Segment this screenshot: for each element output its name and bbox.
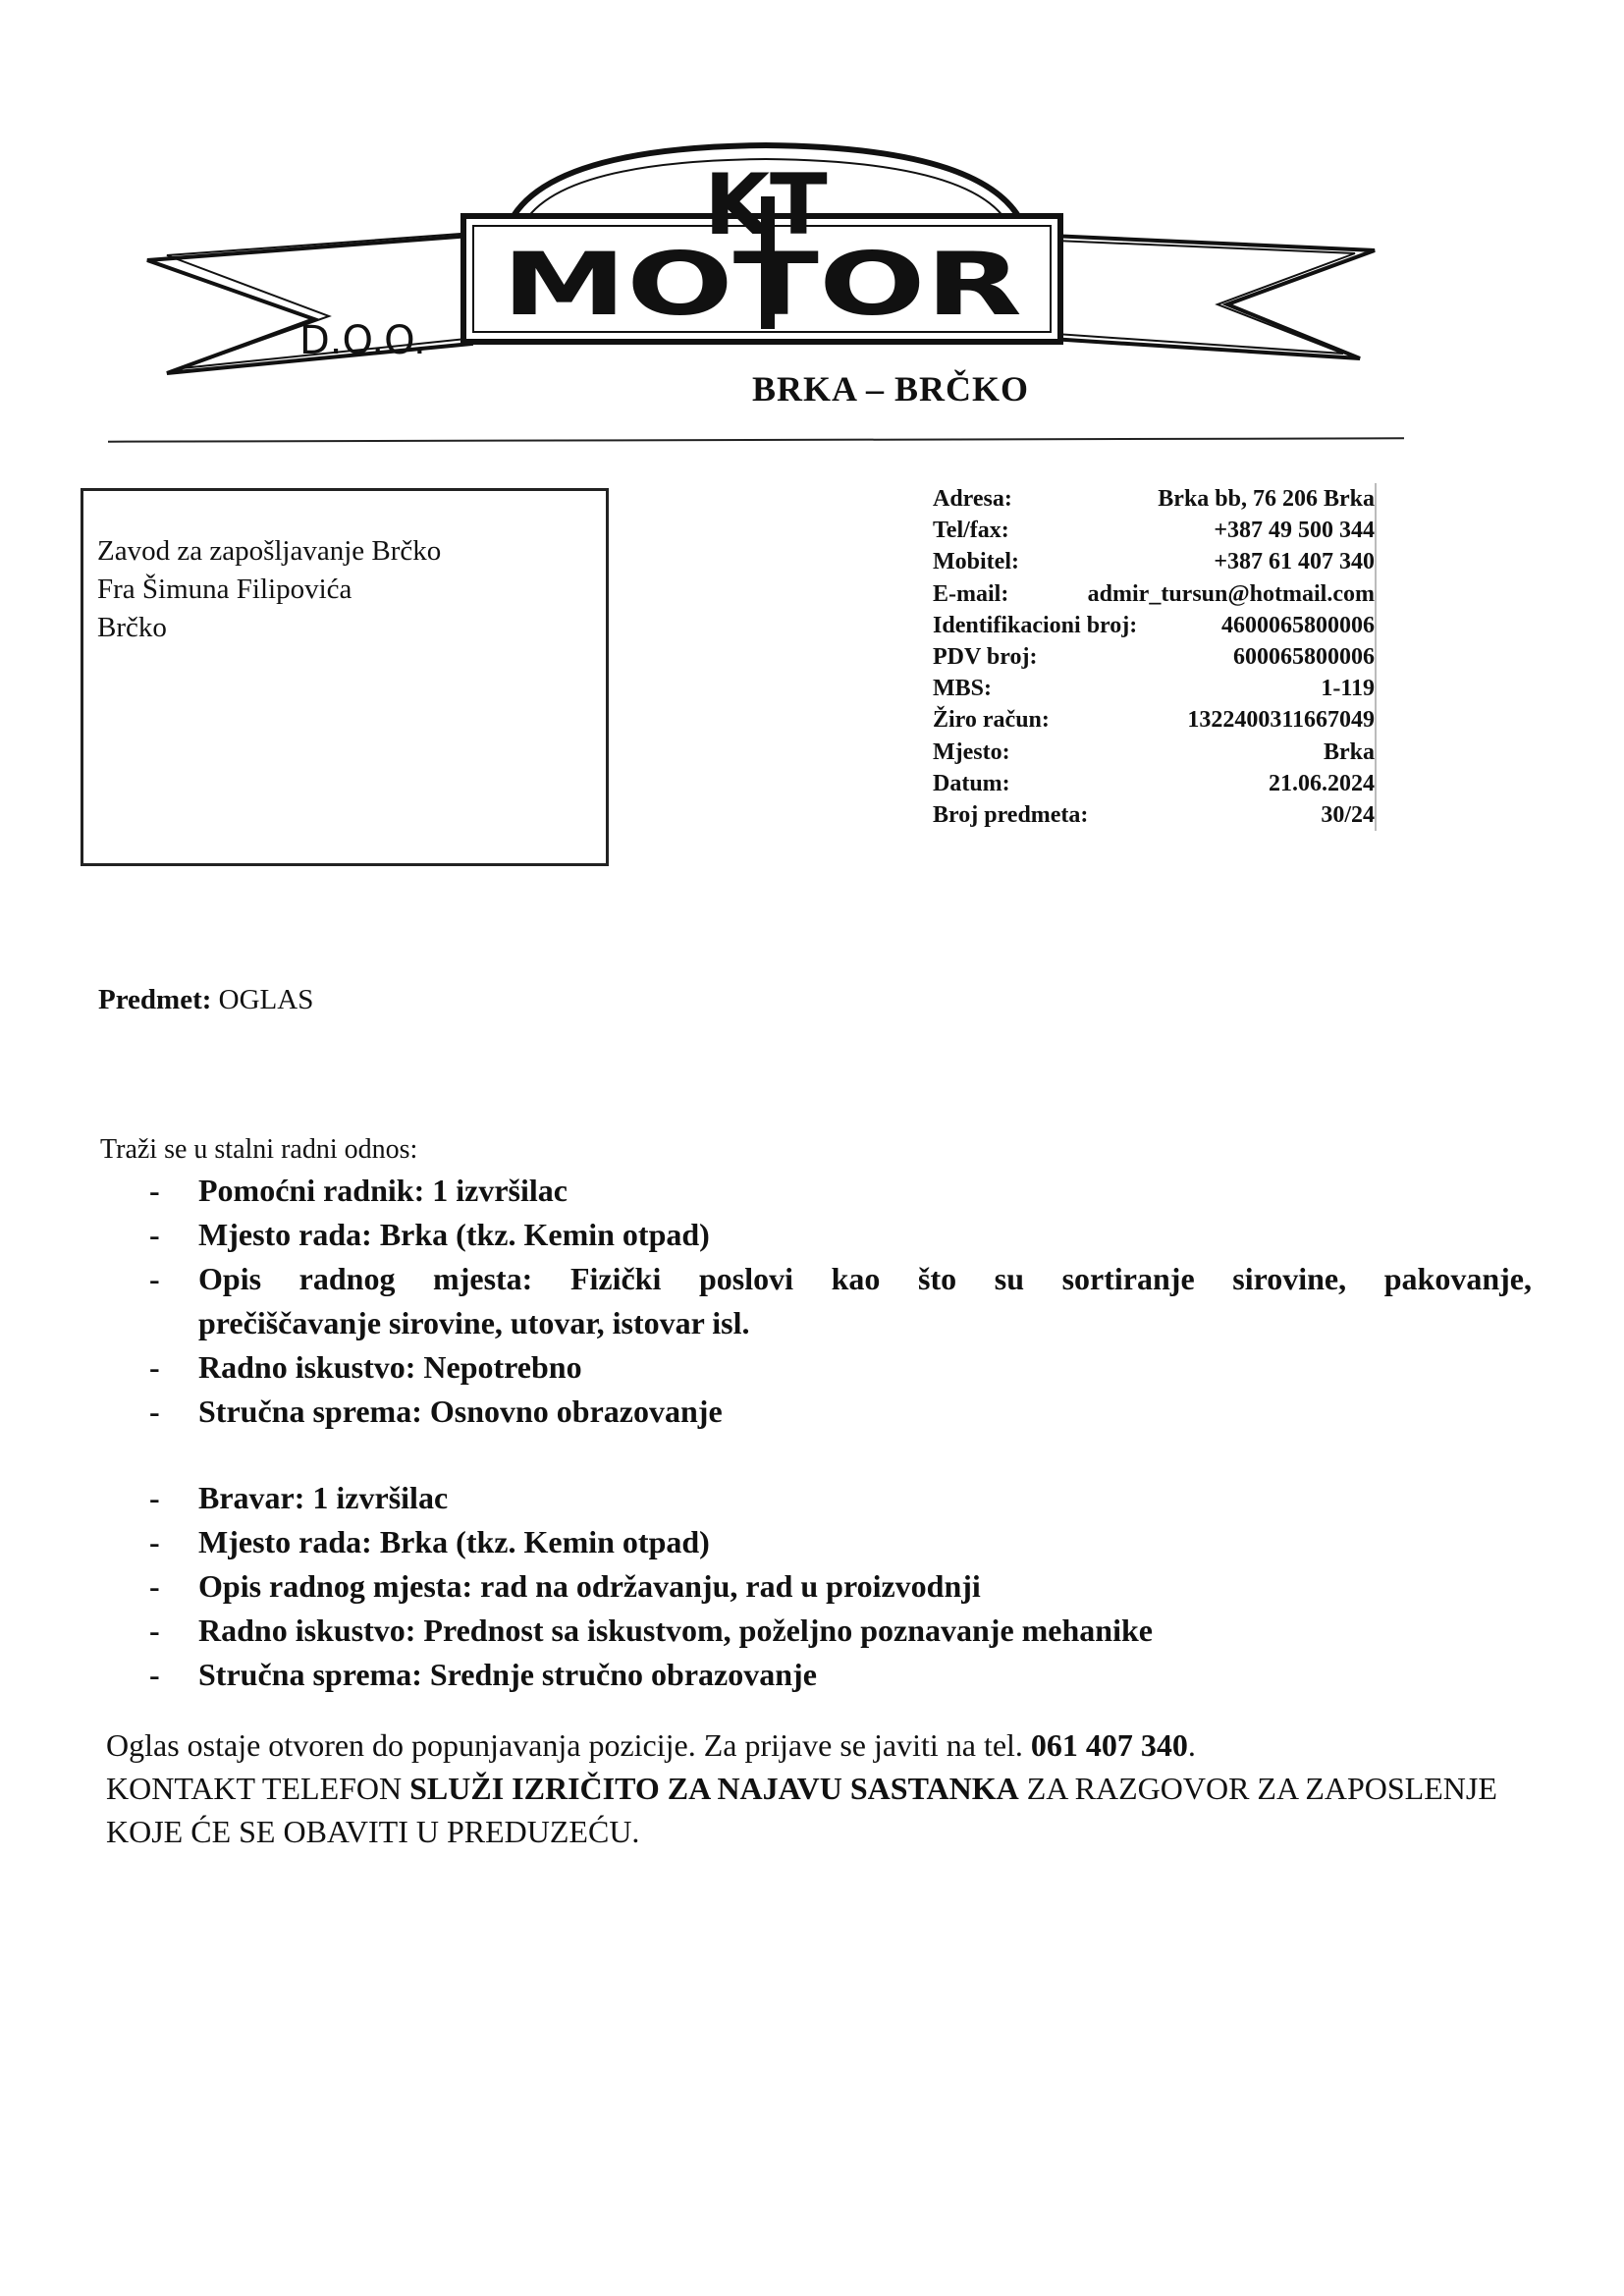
info-label: Tel/fax: xyxy=(933,518,1009,544)
info-row-id-number xyxy=(933,610,1375,641)
info-label: Datum: xyxy=(933,770,1010,796)
logo-doo-text: D.O.O. xyxy=(299,318,426,363)
info-label: Mjesto: xyxy=(933,738,1010,765)
recipient-city: Brčko xyxy=(97,612,167,643)
list-dash: - xyxy=(149,1568,160,1604)
info-row-mobile xyxy=(933,546,1375,577)
info-value: 1322400311667049 xyxy=(1187,707,1375,734)
position-2-list xyxy=(98,1476,1532,1697)
info-value: +387 49 500 344 xyxy=(1214,518,1375,544)
closing-text: Oglas ostaje otvoren do popunjavanja pozicije. Za prijave se javiti na tel. xyxy=(106,1727,1031,1763)
letter-subject xyxy=(98,984,313,1016)
info-value: Brka bb, 76 206 Brka xyxy=(1158,486,1375,512)
contact-phone: 061 407 340 xyxy=(1030,1727,1188,1763)
info-value: 600065800006 xyxy=(1233,644,1375,671)
info-row-place xyxy=(933,737,1375,768)
info-value: 1-119 xyxy=(1321,676,1375,702)
list-item xyxy=(98,1520,1532,1564)
list-dash: - xyxy=(149,1173,160,1208)
position-title: Pomoćni radnik: 1 izvršilac xyxy=(198,1173,568,1208)
info-row-email xyxy=(933,578,1375,610)
list-item xyxy=(98,1390,1532,1434)
info-value: Brka xyxy=(1323,738,1375,765)
list-dash: - xyxy=(149,1261,160,1296)
info-row-mbs xyxy=(933,673,1375,704)
info-value: 21.06.2024 xyxy=(1269,770,1375,796)
recipient-name: Zavod za zapošljavanje Brčko xyxy=(97,535,442,567)
contact-note-end: ZA RAZGOVOR ZA ZAPOSLENJE KOJE ĆE SE OBAVITI U PREDUZEĆU. xyxy=(106,1771,1497,1849)
info-label: Žiro račun: xyxy=(933,707,1050,734)
contact-note-emphasis: SLUŽI IZRIČITO ZA NAJAVU SASTANKA xyxy=(409,1771,1019,1806)
company-info-block xyxy=(933,483,1377,831)
contact-note-start: KONTAKT TELEFON xyxy=(106,1771,410,1806)
info-row-address xyxy=(933,483,1375,515)
list-item xyxy=(98,1345,1532,1390)
list-item xyxy=(98,1609,1532,1653)
info-value: 4600065800006 xyxy=(1221,612,1375,638)
info-value: admir_tursun@hotmail.com xyxy=(1087,580,1375,607)
list-item xyxy=(98,1476,1532,1520)
closing-paragraph xyxy=(106,1723,1540,1853)
work-experience: Radno iskustvo: Prednost sa iskustvom, poželjno poznavanje mehanike xyxy=(198,1613,1153,1648)
closing-text-end: . xyxy=(1187,1727,1196,1763)
header-divider xyxy=(108,437,1404,442)
recipient-address-box xyxy=(81,488,609,866)
info-row-case-number xyxy=(933,799,1375,831)
recipient-street: Fra Šimuna Filipovića xyxy=(97,574,352,605)
info-label: Broj predmeta: xyxy=(933,802,1089,829)
subject-label: Predmet: xyxy=(98,984,212,1015)
info-value: 30/24 xyxy=(1321,802,1375,829)
info-row-telfax xyxy=(933,515,1375,546)
job-description-continued: prečiščavanje sirovine, utovar, istovar isl. xyxy=(198,1305,750,1340)
list-item-continuation xyxy=(98,1301,1532,1345)
list-item xyxy=(98,1564,1532,1609)
info-label: E-mail: xyxy=(933,580,1009,607)
info-label: Adresa: xyxy=(933,486,1012,512)
intro-text: Traži se u stalni radni odnos: xyxy=(100,1134,418,1165)
work-location: Mjesto rada: Brka (tkz. Kemin otpad) xyxy=(198,1217,710,1252)
list-dash: - xyxy=(149,1349,160,1385)
qualification: Stručna sprema: Osnovno obrazovanje xyxy=(198,1394,723,1429)
logo-kt-text: KT xyxy=(704,156,828,254)
work-location: Mjesto rada: Brka (tkz. Kemin otpad) xyxy=(198,1524,710,1559)
company-city: BRKA – BRČKO xyxy=(751,369,1030,409)
list-dash: - xyxy=(149,1394,160,1429)
position-title: Bravar: 1 izvršilac xyxy=(198,1480,449,1515)
list-item xyxy=(98,1169,1532,1213)
list-dash: - xyxy=(149,1480,160,1515)
list-dash: - xyxy=(149,1217,160,1252)
info-label: Mobitel: xyxy=(933,549,1019,575)
info-row-date xyxy=(933,768,1375,799)
info-label: Identifikacioni broj: xyxy=(933,612,1138,638)
work-experience: Radno iskustvo: Nepotrebno xyxy=(198,1349,582,1385)
list-dash: - xyxy=(149,1524,160,1559)
qualification: Stručna sprema: Srednje stručno obrazovanje xyxy=(198,1657,817,1692)
info-row-bank-account xyxy=(933,704,1375,736)
list-item xyxy=(98,1257,1532,1301)
job-description: Opis radnog mjesta: Fizički poslovi kao što su sortiranje sirovine, pakovanje, xyxy=(198,1261,1532,1296)
job-description: Opis radnog mjesta: rad na održavanju, rad u proizvodnji xyxy=(198,1568,981,1604)
company-logo xyxy=(137,137,1384,393)
subject-value: OGLAS xyxy=(218,984,314,1015)
list-dash: - xyxy=(149,1657,160,1692)
info-row-vat xyxy=(933,641,1375,673)
info-label: MBS: xyxy=(933,676,992,702)
list-item xyxy=(98,1653,1532,1697)
info-label: PDV broj: xyxy=(933,644,1038,671)
list-item xyxy=(98,1213,1532,1257)
info-value: +387 61 407 340 xyxy=(1214,549,1375,575)
position-1-list xyxy=(98,1169,1532,1434)
list-dash: - xyxy=(149,1613,160,1648)
logo-motor-text: MOTOR xyxy=(502,234,1022,335)
